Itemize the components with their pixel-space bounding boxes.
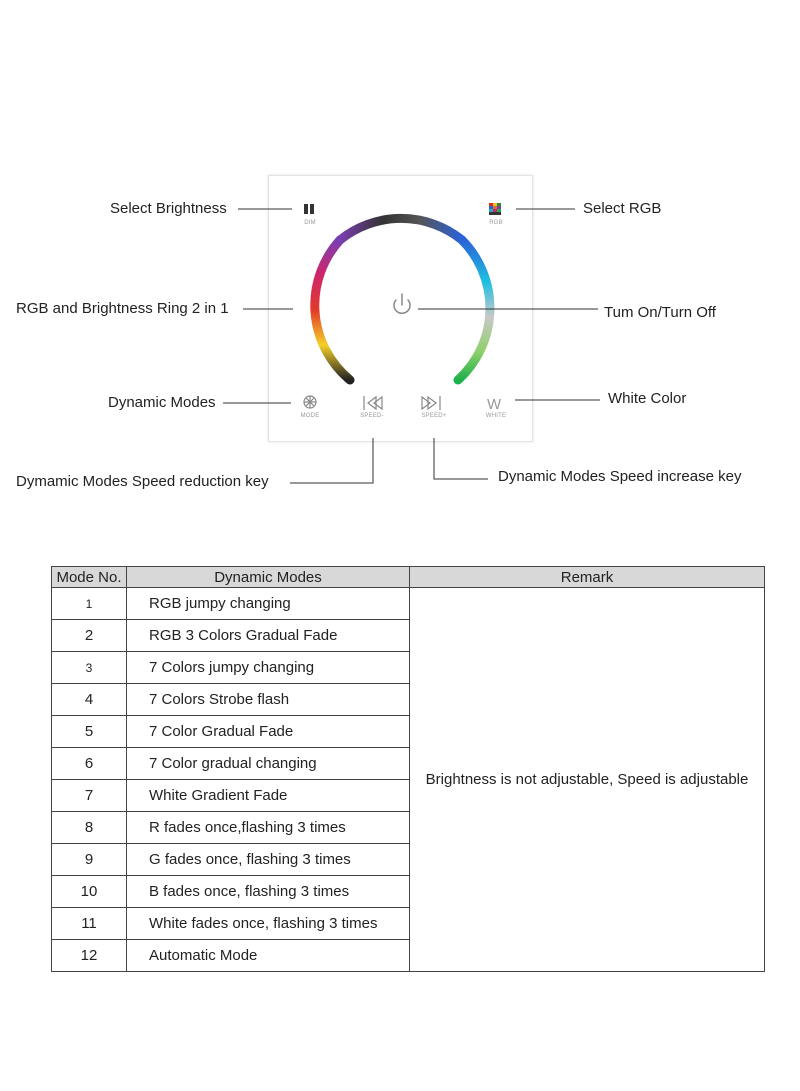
callout-speed-increase: Dynamic Modes Speed increase key: [498, 468, 742, 485]
mode-name-text: RGB 3 Colors Gradual Fade: [149, 627, 338, 644]
mode-name-text: 7 Color gradual changing: [149, 755, 317, 772]
mode-name: [127, 940, 410, 972]
rgb-key-label: RGB: [489, 220, 503, 226]
mode-name-text: Automatic Mode: [149, 947, 258, 964]
mode-number: 11: [52, 908, 127, 940]
wall-panel-diagram: [0, 0, 800, 540]
callout-select-brightness: Select Brightness: [110, 200, 227, 217]
mode-name-text: 7 Color Gradual Fade: [149, 723, 294, 740]
mode-number: 4: [52, 684, 127, 716]
mode-number: 8: [52, 812, 127, 844]
mode-name-text: White fades once, flashing 3 times: [149, 915, 378, 932]
mode-number: 12: [52, 940, 127, 972]
mode-name-text: RGB jumpy changing: [149, 595, 291, 612]
mode-number: 1: [52, 588, 127, 620]
mode-number: 7: [52, 780, 127, 812]
mode-number: 5: [52, 716, 127, 748]
header-remark: Remark: [410, 567, 765, 588]
callout-dynamic-modes: Dynamic Modes: [108, 394, 216, 411]
header-mode-no: Mode No.: [52, 567, 127, 588]
mode-name-text: R fades once,flashing 3 times: [149, 819, 346, 836]
mode-name: [127, 620, 410, 652]
mode-name: [127, 908, 410, 940]
callout-lines: [0, 0, 800, 540]
callout-ring: RGB and Brightness Ring 2 in 1: [16, 300, 229, 317]
mode-name: [127, 716, 410, 748]
dim-key-label: DIM: [304, 220, 316, 226]
white-key-letter: W: [487, 396, 502, 413]
mode-name: [127, 876, 410, 908]
table-row: [52, 588, 765, 620]
mode-name: [127, 780, 410, 812]
header-dynamic-modes: Dynamic Modes: [127, 567, 410, 588]
mode-name: [127, 652, 410, 684]
mode-name: [127, 748, 410, 780]
mode-name-text: White Gradient Fade: [149, 787, 288, 804]
white-key-label: WHITE: [485, 413, 507, 419]
mode-number: 6: [52, 748, 127, 780]
mode-name: [127, 812, 410, 844]
speed-minus-key-label: SPEED-: [360, 413, 384, 419]
callout-select-rgb: Select RGB: [583, 200, 662, 217]
mode-name-text: G fades once, flashing 3 times: [149, 851, 351, 868]
callout-power: Tum On/Turn Off: [604, 304, 716, 321]
mode-name: [127, 684, 410, 716]
speed-plus-key-label: SPEED+: [421, 413, 447, 419]
mode-name-text: 7 Colors jumpy changing: [149, 659, 315, 676]
mode-name: [127, 588, 410, 620]
modes-table-wrap: [51, 566, 765, 972]
mode-number: 9: [52, 844, 127, 876]
mode-number: 10: [52, 876, 127, 908]
mode-number: 2: [52, 620, 127, 652]
callout-white-color: White Color: [608, 390, 687, 407]
mode-number: 3: [52, 652, 127, 684]
modes-table: [51, 566, 765, 972]
mode-key-label: MODE: [300, 413, 320, 419]
mode-name-text: 7 Colors Strobe flash: [149, 691, 290, 708]
table-header-row: [52, 567, 765, 588]
mode-name-text: B fades once, flashing 3 times: [149, 883, 350, 900]
callout-speed-reduction: Dymamic Modes Speed reduction key: [16, 473, 269, 490]
mode-name: [127, 844, 410, 876]
remark-cell: Brightness is not adjustable, Speed is adjustable: [410, 588, 765, 972]
